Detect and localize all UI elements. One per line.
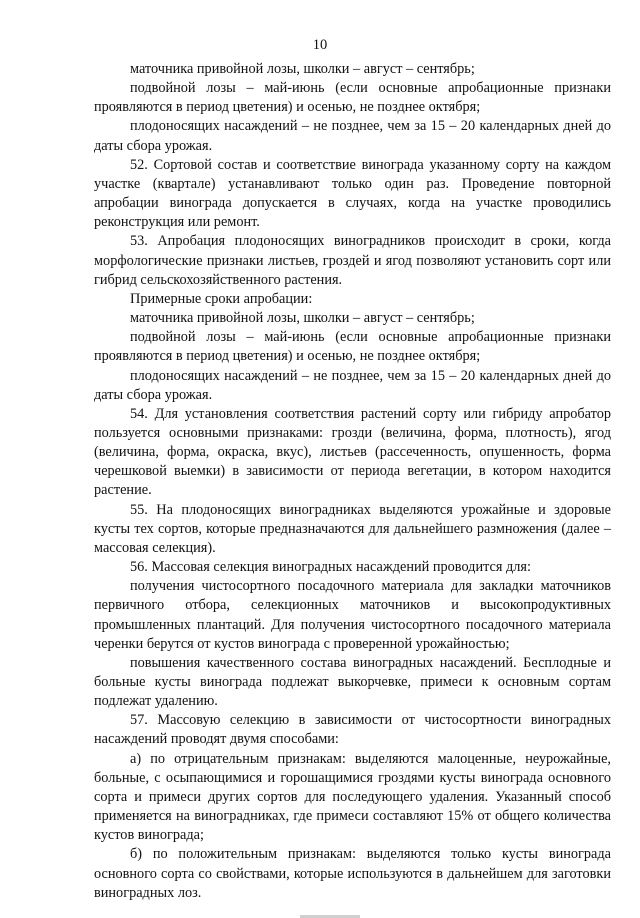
paragraph-clause-56-item-1: получения чистосортного посадочного материала для закладки маточников первичного отбора, селекционных маточников и высокопродуктивных промышленных плантаций. Для получения чистосортного посадочного материала черенки берутся от кустов винограда с проверенной урожайностью; [94, 578, 611, 652]
paragraph-rootstock-dates-2: подвойной лозы – май-июнь (если основные апробационные признаки проявляются в период цветения) и осенью, не позднее октября; [94, 329, 611, 365]
paragraph-fruiting-dates: плодоносящих насаждений – не позднее, чем за 15 – 20 календарных дней до даты сбора урожая. [94, 118, 611, 154]
paragraph-clause-55: 55. На плодоносящих виноградниках выделяются урожайные и здоровые кусты тех сортов, которые предназначаются для дальнейшего размножения (далее – массовая селекция). [94, 501, 611, 556]
paragraph-scion-mother-dates-2: маточника привойной лозы, школки – август – сентябрь; [130, 310, 475, 327]
page-number: 10 [312, 37, 328, 53]
paragraph-approbation-terms-heading: Примерные сроки апробации: [130, 290, 313, 307]
paragraph-clause-53: 53. Апробация плодоносящих виноградников происходит в сроки, когда морфологические признаки листьев, гроздей и ягод позволяют установить сорт или гибрид сельскохозяйственного растения. [94, 233, 611, 288]
paragraph-fruiting-dates-2: плодоносящих насаждений – не позднее, чем за 15 – 20 календарных дней до даты сбора урожая. [94, 367, 611, 403]
paragraph-clause-57: 57. Массовую селекцию в зависимости от чистосортности виноградных насаждений проводят двумя способами: [94, 712, 611, 748]
paragraph-clause-57-item-a: а) по отрицательным признакам: выделяются малоценные, неурожайные, больные, с осыпающимися и горошащимися гроздями кусты винограда основного сорта и примеси других сортов для последующего удаления. Указанный способ применяется на виноградниках, где примеси составляют 15% от общего количества кустов винограда; [94, 750, 611, 844]
paragraph-clause-56-item-2: повышения качественного состава виноградных насаждений. Бесплодные и больные кусты винограда подлежат выкорчевке, примеси к основным сортам подлежат удалению. [94, 654, 611, 710]
paragraph-clause-57-item-b: б) по положительным признакам: выделяются только кусты винограда основного сорта со свойствами, которые используются в дальнейшем для заготовки виноградных лоз. [94, 846, 611, 901]
paragraph-clause-54: 54. Для установления соответствия растений сорту или гибриду апробатор пользуется основными признаками: грозди (величина, форма, плотность), ягод (величина, форма, окраска, вкус), листьев (рассеченность, опушенность, форма черешковой выемки) в зависимости от периода вегетации, в котором находится растение. [94, 405, 611, 499]
paragraph-scion-mother-dates: маточника привойной лозы, школки – август – сентябрь; [130, 61, 475, 77]
paragraph-clause-52: 52. Сортовой состав и соответствие винограда указанному сорту на каждом участке (квартале) устанавливают только один раз. Проведение повторной апробации винограда допускается в случаях, когда на участке проводились реконструкция или ремонт. [94, 156, 611, 231]
document-body [94, 60, 611, 903]
paragraph-clause-56: 56. Массовая селекция виноградных насаждений проводится для: [130, 559, 531, 576]
paragraph-rootstock-dates: подвойной лозы – май-июнь (если основные апробационные признаки проявляются в период цветения) и осенью, не позднее октября; [94, 80, 611, 116]
